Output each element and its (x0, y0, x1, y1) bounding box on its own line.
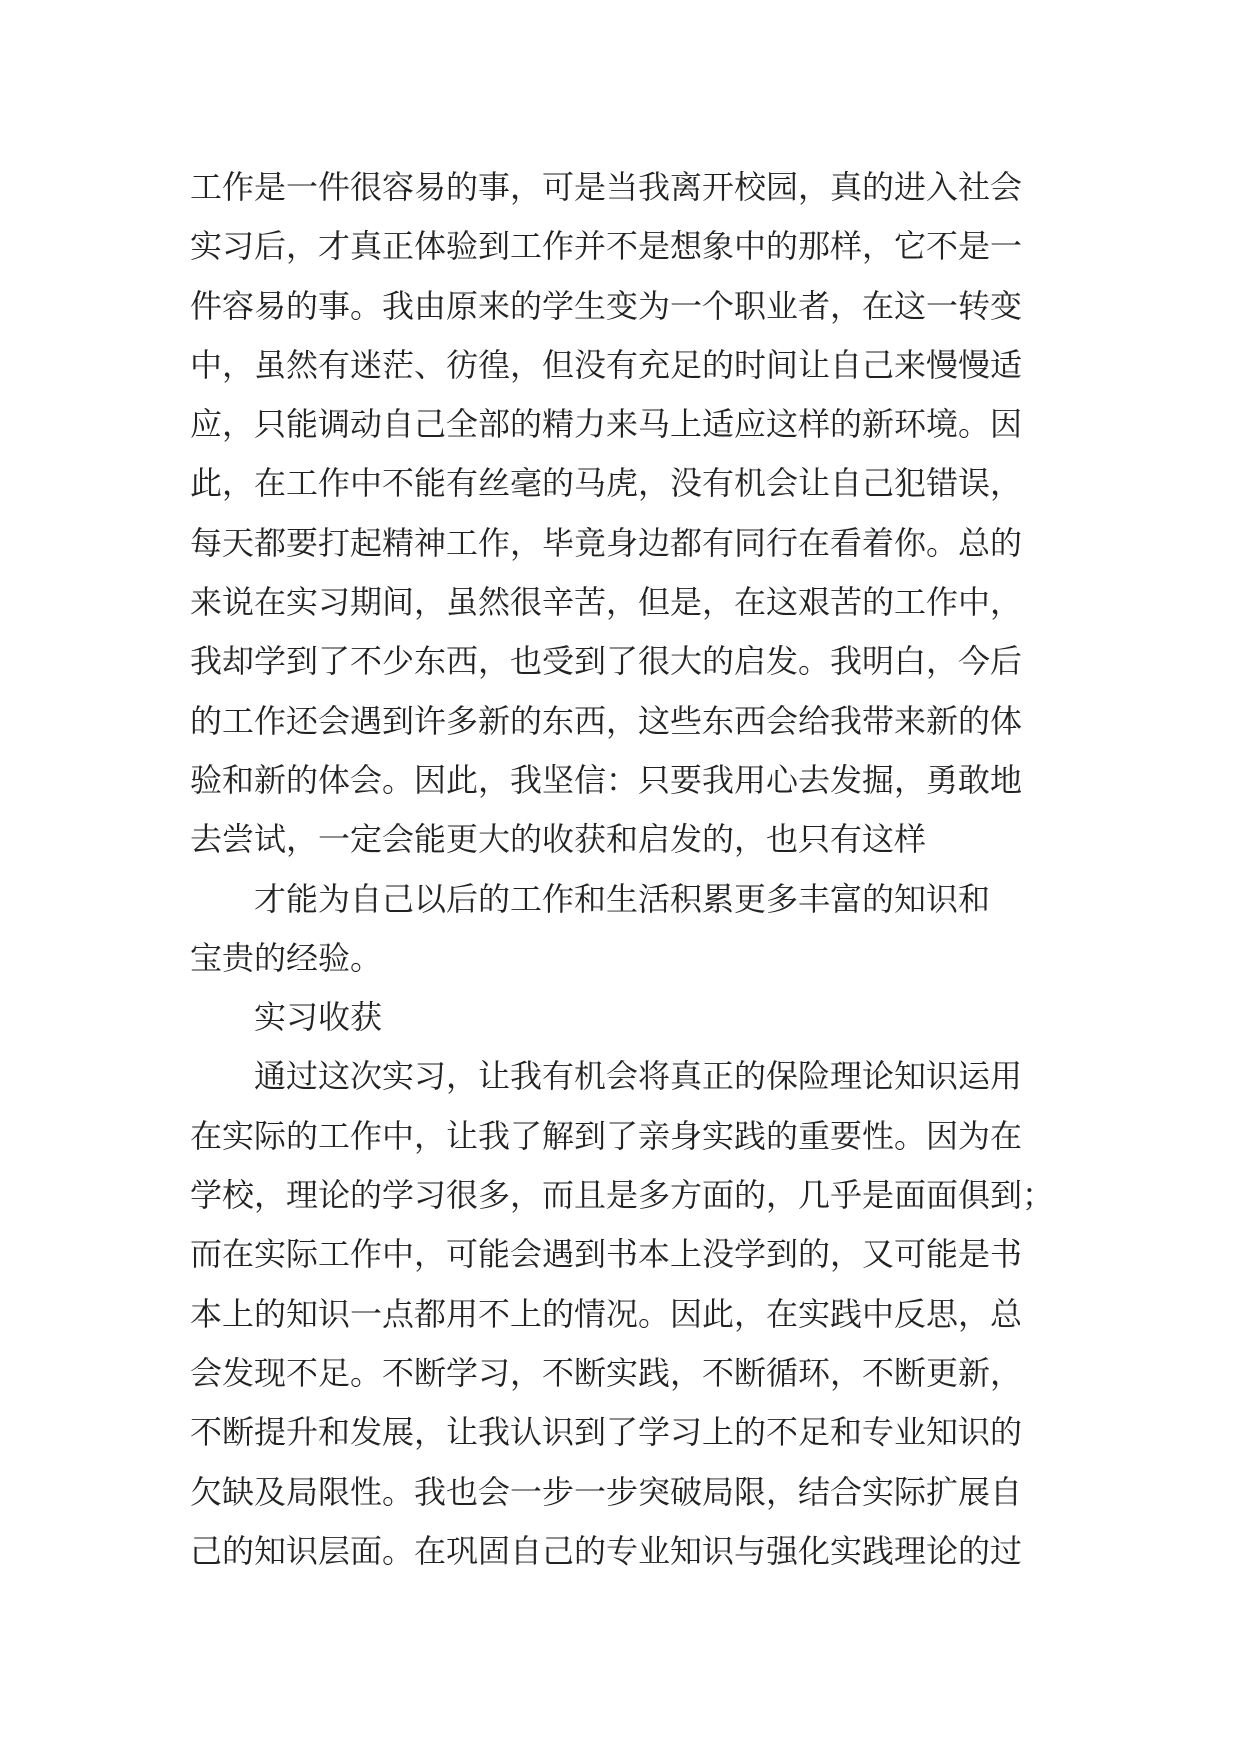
text-line: 工作是一件很容易的事，可是当我离开校园，真的进入社会 (190, 168, 1023, 206)
text-line: 本上的知识一点都用不上的情况。因此，在实践中反思，总 (190, 1294, 1023, 1333)
text-line: 己的知识层面。在巩固自己的专业知识与强化实践理论的过 (190, 1531, 1023, 1570)
text-line: 来说在实习期间，虽然很辛苦，但是，在这艰苦的工作中， (190, 583, 1023, 622)
paragraph-start-line: 才能为自己以后的工作和生活积累更多丰富的知识和 (254, 879, 991, 918)
text-line: 不断提升和发展，让我认识到了学习上的不足和专业知识的 (190, 1413, 1023, 1452)
text-line: 我却学到了不少东西，也受到了很大的启发。我明白，今后 (190, 642, 1023, 681)
section-heading: 实习收获 (254, 998, 383, 1037)
text-line: 在实际的工作中，让我了解到了亲身实践的重要性。因为在 (190, 1116, 1023, 1155)
text-line: 的工作还会遇到许多新的东西，这些东西会给我带来新的体 (190, 701, 1023, 740)
text-line: 而在实际工作中，可能会遇到书本上没学到的，又可能是书 (190, 1235, 1023, 1274)
body-text (190, 158, 1070, 1581)
text-line: 中，虽然有迷茫、彷徨，但没有充足的时间让自己来慢慢适 (190, 345, 1023, 384)
paragraph-start-line: 通过这次实习，让我有机会将真正的保险理论知识运用 (254, 1057, 1023, 1096)
text-line: 学校，理论的学习很多，而且是多方面的，几乎是面面俱到； (190, 1176, 1055, 1215)
text-line: 实习后，才真正体验到工作并不是想象中的那样，它不是一 (190, 227, 1023, 266)
text-line: 会发现不足。不断学习，不断实践，不断循环，不断更新， (190, 1353, 1023, 1392)
text-line: 每天都要打起精神工作，毕竟身边都有同行在看着你。总的 (190, 523, 1023, 562)
text-line: 宝贵的经验。 (190, 938, 383, 977)
text-line: 件容易的事。我由原来的学生变为一个职业者，在这一转变 (190, 286, 1023, 325)
text-line: 应，只能调动自己全部的精力来马上适应这样的新环境。因 (190, 405, 1023, 444)
text-line: 欠缺及局限性。我也会一步一步突破局限，结合实际扩展自 (190, 1472, 1023, 1511)
text-line: 验和新的体会。因此，我坚信：只要我用心去发掘，勇敢地 (190, 760, 1023, 799)
text-line: 此，在工作中不能有丝毫的马虎，没有机会让自己犯错误， (190, 464, 1023, 503)
text-line: 去尝试，一定会能更大的收获和启发的，也只有这样 (190, 820, 927, 859)
